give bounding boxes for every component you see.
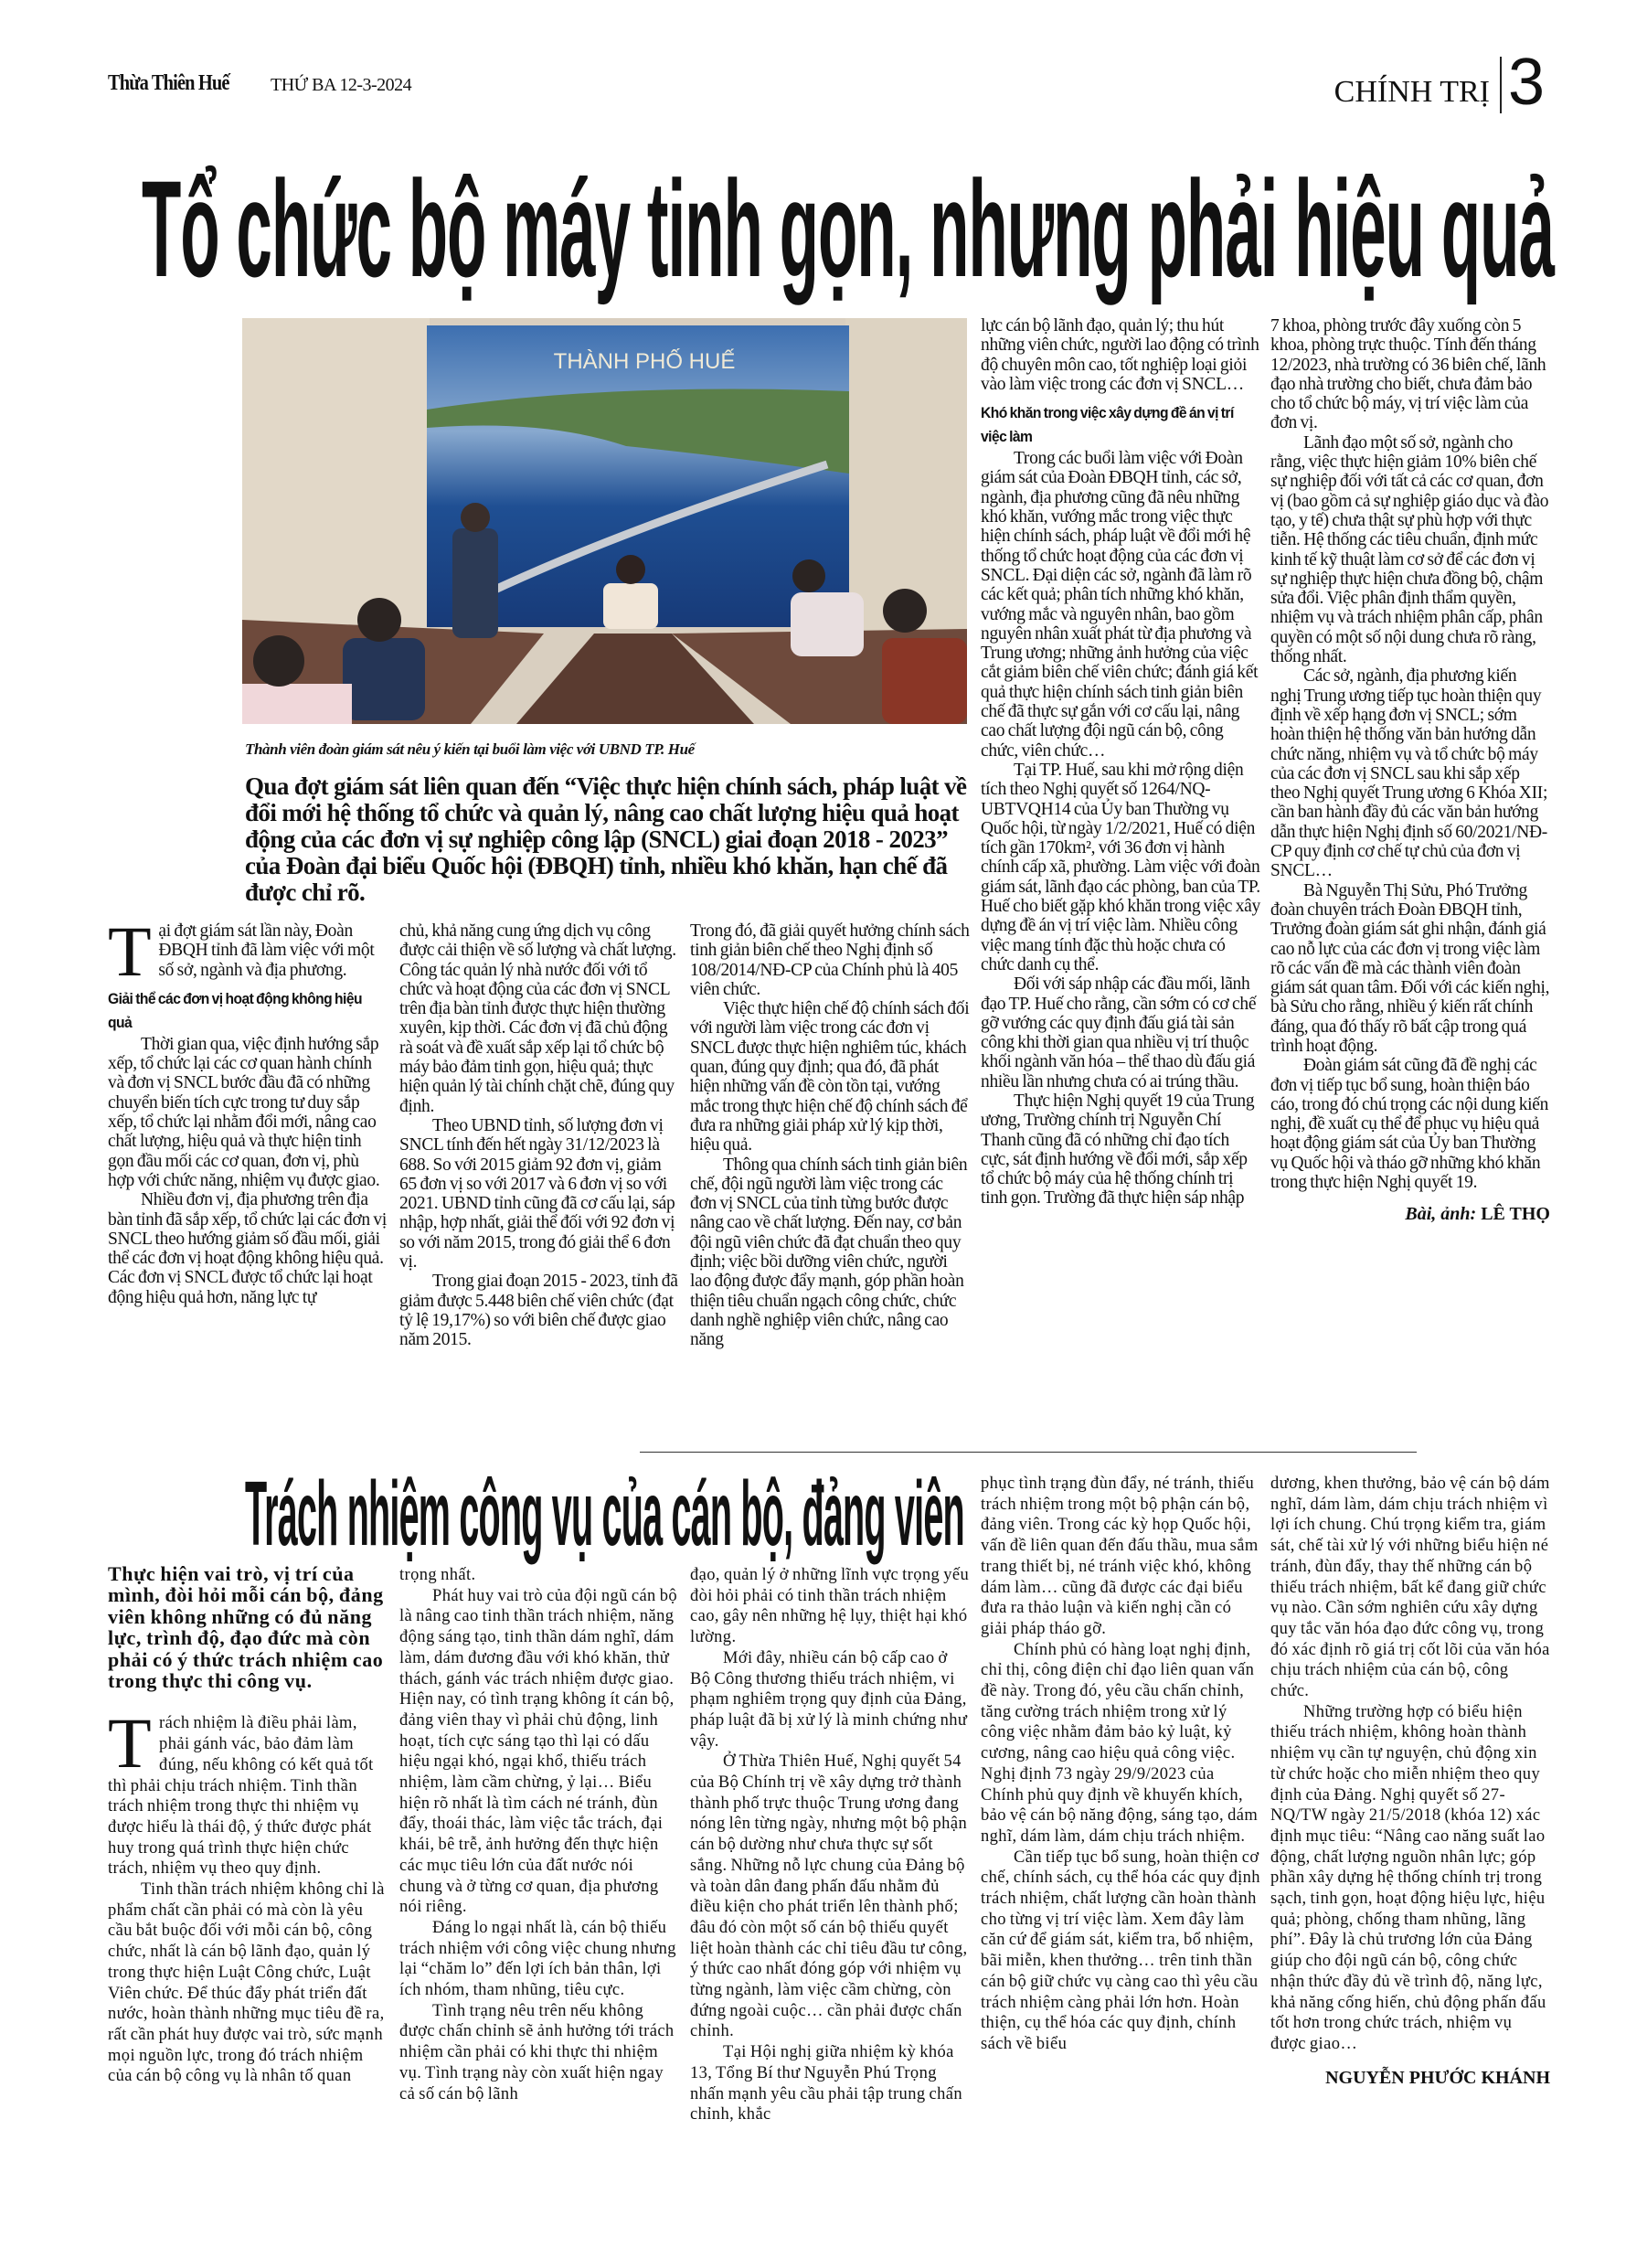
article-1-headline: Tổ chức bộ máy tinh gọn, nhưng phải hiệu quả [142,152,1554,305]
article-2-headline: Trách nhiệm công vụ của cán bộ, đảng viên [245,1463,964,1565]
article-2-column-3 [690,1565,970,2125]
paragraph: Thực hiện Nghị quyết 19 của Trung ương, Trường chính trị Nguyễn Chí Thanh cũng đã có những chỉ đạo tích cực, sát định hướng về đổi mới, sắp xếp tổ chức bộ máy của hệ thống chính trị tinh gọn. Trường đã thực hiện sáp nhập [981,1091,1255,1209]
masthead: Thừa Thiên Huế [108,71,229,95]
article-divider [640,1452,1417,1453]
subheading: Khó khăn trong việc xây dựng đề án vị trí việc làm [981,404,1234,446]
article-1-photo [242,318,967,724]
paragraph: Chính phủ có hàng loạt nghị định, chỉ thị, công điện chỉ đạo liên quan vấn đề này. Trong đó, yêu cầu chấn chỉnh, tăng cường trách nhiệm trong xử lý công việc nhằm đảm bảo kỷ luật, kỷ cương, nâng cao hiệu quả công việc. Nghị định 73 ngày 29/9/2023 của Chính phủ quy định về khuyến khích, bảo vệ cán bộ năng động, sáng tạo, dám nghĩ, dám làm, dám chịu trách nhiệm. [981,1640,1259,1846]
paragraph: Đáng lo ngại nhất là, cán bộ thiếu trách nhiệm với công việc chung nhưng lại “chăm lo” đến lợi ích bản thân, lợi ích nhóm, tham nhũng, tiêu cực. [399,1918,676,2000]
drop-cap: T [108,911,152,991]
paragraph: Bà Nguyễn Thị Sửu, Phó Trưởng đoàn chuyên trách Đoàn ĐBQH tỉnh, Trưởng đoàn giám sát ghi nhận, đánh giá cao nỗ lực của các đơn vị trong việc làm rõ các vấn đề mà các thành viên đoàn giám sát quan tâm. Đối với các kiến nghị, bà Sửu cho rằng, nhiều ý kiến rất chính đáng, qua đó thấy rõ bất cập trong quá trình hoạt động. [1270,880,1550,1056]
article-2-column-5-text [1270,1474,1550,2055]
paragraph: Mới đây, nhiều cán bộ cấp cao ở Bộ Công thương thiếu trách nhiệm, vi phạm nghiêm trọng quy định của Đảng, pháp luật đã bị xử lý là minh chứng như vậy. [690,1648,968,1751]
article-1-column-2 [399,921,679,1350]
paragraph: Tại TP. Huế, sau khi mở rộng diện tích theo Nghị quyết số 1264/NQ-UBTVQH14 của Ủy ban Thường vụ Quốc hội, từ ngày 1/2/2021, Huế có diện tích gần 170km², với 36 đơn vị hành chính cấp xã, phường. Làm việc với đoàn giám sát, lãnh đạo các phòng, ban của TP. Huế cho biết gặp khó khăn trong việc xây dựng đề án vị trí việc làm. Nhiều công việc mang tính đặc thù hoặc chưa có chức danh cụ thể. [981,760,1260,974]
article-1-column-1 [108,911,388,1307]
meeting-photo-image [242,318,967,724]
paragraph: Phát huy vai trò của đội ngũ cán bộ là nâng cao tinh thần trách nhiệm, năng động sáng tạo, tinh thần dám nghĩ, dám làm, dám đương đầu với khó khăn, thử thách, gánh vác trách nhiệm được giao. Hiện nay, có tình trạng không ít cán bộ, đảng viên thay vì phải chủ động, linh hoạt, tích cực sáng tạo thì lại có dấu hiệu ngại khó, ngại khổ, thiếu trách nhiệm, làm cầm chừng, ỷ lại… Biểu hiện rõ nhất là tìm cách né tránh, đùn đẩy, thoái thác, làm việc tắc trách, đại khái, bê trễ, ảnh hưởng đến thực hiện các mục tiêu lớn của đất nước nói chung và ở từng cơ quan, địa phương nói riêng. [399,1586,678,1917]
paragraph: Ở Thừa Thiên Huế, Nghị quyết 54 của Bộ Chính trị về xây dựng trở thành thành phố trực thuộc Trung ương đang nóng lên từng ngày, nhưng một bộ phận cán bộ dường như chưa thực sự sốt sắng. Những nỗ lực chung của Đảng bộ và toàn dân đang phấn đấu nhằm đủ điều kiện cho phát triển lên thành phố; đâu đó còn một số cán bộ thiếu quyết liệt hoàn thành các chỉ tiêu đầu tư công, ý thức cao nhất đóng góp với nhiệm vụ từng ngành, làm việc cầm chừng, còn đứng ngoài cuộc… cần phải được chấn chỉnh. [690,1752,968,2041]
paragraph: 7 khoa, phòng trước đây xuống còn 5 khoa, phòng trực thuộc. Tính đến tháng 12/2023, nhà trường có 36 biên chế, lãnh đạo nhà trường cho biết, chưa đảm bảo cho tổ chức bộ máy, vị trí việc làm của đơn vị. [1270,316,1546,433]
section-title: CHÍNH TRỊ [1334,75,1490,109]
article-2-column-1 [108,1563,388,2087]
paragraph: dương, khen thưởng, bảo vệ cán bộ dám nghĩ, dám làm, dám chịu trách nhiệm vì lợi ích chung. Chú trọng kiểm tra, giám sát, chế tài xử lý với những biểu hiện né tránh, đùn đẩy, thay thế những cán bộ thiếu trách nhiệm, bất kể đang giữ chức vụ nào. Cần sớm nghiên cứu xây dựng quy tắc văn hóa đạo đức công vụ, trong đó xác định rõ giá trị cốt lõi của văn hóa chịu trách nhiệm của cán bộ, công chức. [1270,1475,1550,1701]
photo-caption: Thành viên đoàn giám sát nêu ý kiến tại buổi làm việc với UBND TP. Huế [245,740,695,758]
subheading: Giải thể các đơn vị hoạt động không hiệu quả [108,989,362,1031]
paragraph: Lãnh đạo một số sở, ngành cho rằng, việc thực hiện giảm 10% biên chế sự nghiệp đối với tất cả các cơ quan, đơn vị (bao gồm cả sự nghiệp giáo dục và đào tạo, y tế) chưa thật sự phù hợp với thực tiễn. Hệ thống các tiêu chuẩn, định mức kinh tế kỹ thuật làm cơ sở để các đơn vị sự nghiệp thực hiện chưa đồng bộ, chậm sửa đổi. Việc phân định thẩm quyền, nhiệm vụ và trách nhiệm phân cấp, phân quyền có một số nội dung chưa rõ ràng, thống nhất. [1270,432,1549,667]
article-1-column-5-text [1270,316,1550,1192]
paragraph: lực cán bộ lãnh đạo, quản lý; thu hút những viên chức, người lao động có trình độ chuyên môn cao, tốt nghiệp loại giỏi vào làm việc trong các đơn vị SNCL… [981,316,1259,394]
byline-name: LÊ THỌ [1481,1204,1550,1225]
article-1-lead: Qua đợt giám sát liên quan đến “Việc thực hiện chính sách, pháp luật về đổi mới hệ thống tổ chức và quản lý, nâng cao chất lượng hiệu quả hoạt động của các đơn vị sự nghiệp công lập (SNCL) giai đoạn 2018 - 2023” của Đoàn đại biểu Quốc hội (ĐBQH) tỉnh, nhiều khó khăn, hạn chế đã được chỉ rõ. [245,772,967,906]
paragraph: Tình trạng nêu trên nếu không được chấn chỉnh sẽ ảnh hưởng tới trách nhiệm cần phải có khi thực thi nhiệm vụ. Tình trạng này còn xuất hiện ngay cả số cán bộ lãnh [399,2001,675,2103]
drop-cap: T [108,1703,153,1784]
paragraph-text: rách nhiệm là điều phải làm, phải gánh vác, bảo đảm làm đúng, nếu không có kết quả tốt thì phải chịu trách nhiệm. Tinh thần trách nhiệm trong thực thi nhiệm vụ được hiểu là thái độ, ý thức được phát huy trong quá trình thực hiện chức trách, nhiệm vụ theo quy định. [108,1714,374,1879]
paragraph: đạo, quản lý ở những lĩnh vực trọng yếu đòi hỏi phải có tinh thần trách nhiệm cao, gây nên những hệ lụy, thiệt hại khó lường. [690,1566,970,1647]
paragraph: trọng nhất. [399,1566,476,1584]
screen-title: THÀNH PHỐ HUẾ [553,349,736,374]
paragraph: Trong giai đoạn 2015 - 2023, tỉnh đã giảm được 5.448 biên chế viên chức (đạt tỷ lệ 19,17%) so với biên chế được giao năm 2015. [399,1272,678,1350]
article-2-byline [1270,2068,1550,2089]
issue-date: THỨ BA 12-3-2024 [271,75,412,95]
article-1-column-5 [1270,316,1550,1225]
article-1-byline [1270,1205,1550,1224]
paragraph: Tại Hội nghị giữa nhiệm kỳ khóa 13, Tổng Bí thư Nguyễn Phú Trọng nhấn mạnh yêu cầu phải tập trung chấn chỉnh, khắc [690,2043,963,2124]
paragraph: Cần tiếp tục bổ sung, hoàn thiện cơ chế, chính sách, cụ thể hóa các quy định trách nhiệm, chất lượng cần hoàn thành cho từng vị trí việc làm. Xem đây làm căn cứ để giám sát, kiểm tra, bổ nhiệm, bãi miễn, khen thưởng… trên tinh thần cán bộ giữ chức vụ càng cao thì yêu cầu trách nhiệm càng phải lớn hơn. Hoàn thiện, cụ thể hóa các quy định, chính sách về biểu [981,1847,1260,2053]
page-number: 3 [1508,46,1546,119]
article-1-column-3 [690,921,970,1350]
paragraph-text: ại đợt giám sát lần này, Đoàn ĐBQH tỉnh đã làm việc với một số sở, ngành và địa phương. [158,921,375,980]
article-2-column-2 [399,1565,679,2104]
paragraph: Việc thực hiện chế độ chính sách đối với người làm việc trong các đơn vị SNCL được thực hiện nghiêm túc, khách quan, đúng quy định; qua đó, đã phát hiện những vấn đề còn tồn tại, vướng mắc trong thực hiện chế độ chính sách để đưa ra những giải pháp xử lý kịp thời, hiệu quả. [690,999,970,1155]
article-1-column-4 [981,316,1260,1209]
byline-label: Bài, ảnh: [1405,1204,1477,1225]
section-divider [1500,57,1502,113]
paragraph: Đoàn giám sát cũng đã đề nghị các đơn vị tiếp tục bổ sung, hoàn thiện báo cáo, trong đó chú trọng các nội dung kiến nghị, đề xuất cụ thể để phục vụ hiệu quả hoạt động giám sát của Ủy ban Thường vụ Quốc hội và tháo gỡ những khó khăn trong thực hiện Nghị quyết 19. [1270,1056,1549,1193]
byline-name: NGUYỄN PHƯỚC KHÁNH [1325,2067,1550,2088]
paragraph: Thông qua chính sách tinh giản biên chế, đội ngũ người làm việc trong các đơn vị SNCL của tỉnh từng bước được nâng cao về chất lượng. Đến nay, cơ bản đội ngũ viên chức đã đạt chuẩn theo quy định; việc bồi dưỡng viên chức, người lao động được đẩy mạnh, góp phần hoàn thiện tiêu chuẩn ngạch công chức, chức danh nghề nghiệp viên chức, nâng cao năng [690,1155,968,1350]
paragraph: phục tình trạng đùn đẩy, né tránh, thiếu trách nhiệm trong một bộ phận cán bộ, đảng viên. Trong các kỳ họp Quốc hội, vấn đề liên quan đến đấu thầu, mua sắm trang thiết bị, né tránh việc khó, không dám làm… cũng đã được các đại biểu đưa ra thảo luận và kiến nghị cần có giải pháp tháo gỡ. [981,1475,1259,1638]
paragraph: Các sở, ngành, địa phương kiến nghị Trung ương tiếp tục hoàn thiện quy định về xếp hạng đơn vị SNCL; sớm hoàn thiện hệ thống văn bản hướng dẫn chức năng, nhiệm vụ và tổ chức bộ máy của các đơn vị SNCL sau khi sắp xếp theo Nghị quyết Trung ương 6 Khóa XII; cần ban hành đầy đủ các văn bản hướng dẫn thực hiện Nghị định số 60/2021/NĐ-CP quy định cơ chế tự chủ của đơn vị SNCL… [1270,666,1548,881]
paragraph: Những trường hợp có biểu hiện thiếu trách nhiệm, không hoàn thành nhiệm vụ cần tự nguyện, chủ động xin từ chức hoặc cho miễn nhiệm theo quy định của Đảng. Nghị quyết số 27-NQ/TW ngày 21/5/2018 (khóa 12) xác định mục tiêu: “Nâng cao năng suất lao động, chất lượng nguồn nhân lực; góp phần xây dựng hệ thống chính trị trong sạch, tinh gọn, hoạt động hiệu lực, hiệu quả; phòng, chống tham nhũng, lãng phí”. Đây là chủ trương lớn của Đảng giúp cho đội ngũ cán bộ, công chức nhận thức đầy đủ về trình độ, năng lực, khả năng cống hiến, chủ động phấn đấu tốt hơn trong chức trách, nhiệm vụ được giao… [1270,1702,1546,2053]
paragraph [108,1703,388,1879]
paragraph: Đối với sáp nhập các đầu mối, lãnh đạo TP. Huế cho rằng, cần sớm có cơ chế gỡ vướng các quy định đấu giá tài sản công khi thời gian qua nhiều vị trí thuộc khối ngành văn hóa – thể thao dù đấu giá nhiều lần nhưng chưa có ai trúng thầu. [981,974,1257,1091]
paragraph: chủ, khả năng cung ứng dịch vụ công được cải thiện về số lượng và chất lượng. Công tác quản lý nhà nước đối với tổ chức và hoạt động của các đơn vị SNCL trên địa bàn tỉnh được thực hiện thường xuyên, kịp thời. Các đơn vị đã chủ động rà soát và đề xuất sắp xếp lại tổ chức bộ máy bảo đảm tinh gọn, hiệu quả; thực hiện quản lý tài chính chặt chẽ, đúng quy định. [399,921,676,1116]
article-2-column-1-text [108,1703,388,2087]
paragraph: Nhiều đơn vị, địa phương trên địa bàn tỉnh đã sắp xếp, tổ chức lại các đơn vị SNCL theo hướng giảm số đầu mối, giải thể các đơn vị hoạt động không hiệu quả. Các đơn vị SNCL được tổ chức lại hoạt động hiệu quả hơn, năng lực tự [108,1190,388,1307]
paragraph: Thời gian qua, việc định hướng sắp xếp, tổ chức lại các cơ quan hành chính và đơn vị SNCL bước đầu đã có những chuyển biến tích cực trong tư duy sắp xếp, tổ chức lại nhằm đổi mới, nâng cao chất lượng, hiệu quả và thực hiện tinh gọn đầu mối các cơ quan, đơn vị, phù hợp với chức năng, nhiệm vụ được giao. [108,1034,380,1190]
paragraph: Trong đó, đã giải quyết hưởng chính sách tinh giản biên chế theo Nghị định số 108/2014/NĐ-CP của Chính phủ là 405 viên chức. [690,921,970,999]
article-2-column-5 [1270,1474,1550,2088]
paragraph: Theo UBND tỉnh, số lượng đơn vị SNCL tính đến hết ngày 31/12/2023 là 688. So với 2015 giảm 92 đơn vị, giảm 65 đơn vị so với 2017 và 6 đơn vị so với 2021. UBND tỉnh cũng đã cơ cấu lại, sáp nhập, hợp nhất, giải thể đối với 92 đơn vị so với năm 2015, trong đó giải thể 6 đơn vị. [399,1115,675,1272]
paragraph: Trong các buổi làm việc với Đoàn giám sát của Đoàn ĐBQH tỉnh, các sở, ngành, địa phương cũng đã nêu những khó khăn, vướng mắc trong việc thực hiện chính sách, pháp luật về đổi mới hệ thống tổ chức hoạt động của các đơn vị SNCL. Đại diện các sở, ngành đã làm rõ các kết quả; phân tích những khó khăn, vướng mắc và nguyên nhân, bao gồm nguyên nhân xuất phát từ địa phương và Trung ương; những ảnh hưởng của việc cắt giảm biên chế viên chức; đánh giá kết quả thực hiện chính sách tinh giản biên chế đã thực sự gắn với cơ cấu lại, nâng cao chất lượng đội ngũ cán bộ, công chức, viên chức… [981,449,1259,761]
article-2-lead: Thực hiện vai trò, vị trí của mình, đòi hỏi mỗi cán bộ, đảng viên không những có đủ năng lực, trình độ, đạo đức mà còn phải có ý thức trách nhiệm cao trong thực thi công vụ. [108,1562,384,1693]
article-2-column-4 [981,1474,1260,2055]
paragraph [108,911,388,991]
paragraph: Tinh thần trách nhiệm không chỉ là phẩm chất cần phải có mà còn là yêu cầu bắt buộc đối với mỗi cán bộ, công chức, nhất là cán bộ lãnh đạo, quản lý trong thực hiện Luật Công chức, Luật Viên chức. Để thúc đẩy phát triển đất nước, hoàn thành những mục tiêu đề ra, rất cần phát huy được vai trò, sức mạnh mọi nguồn lực, trong đó trách nhiệm của cán bộ công vụ là nhân tố quan [108,1880,385,2086]
